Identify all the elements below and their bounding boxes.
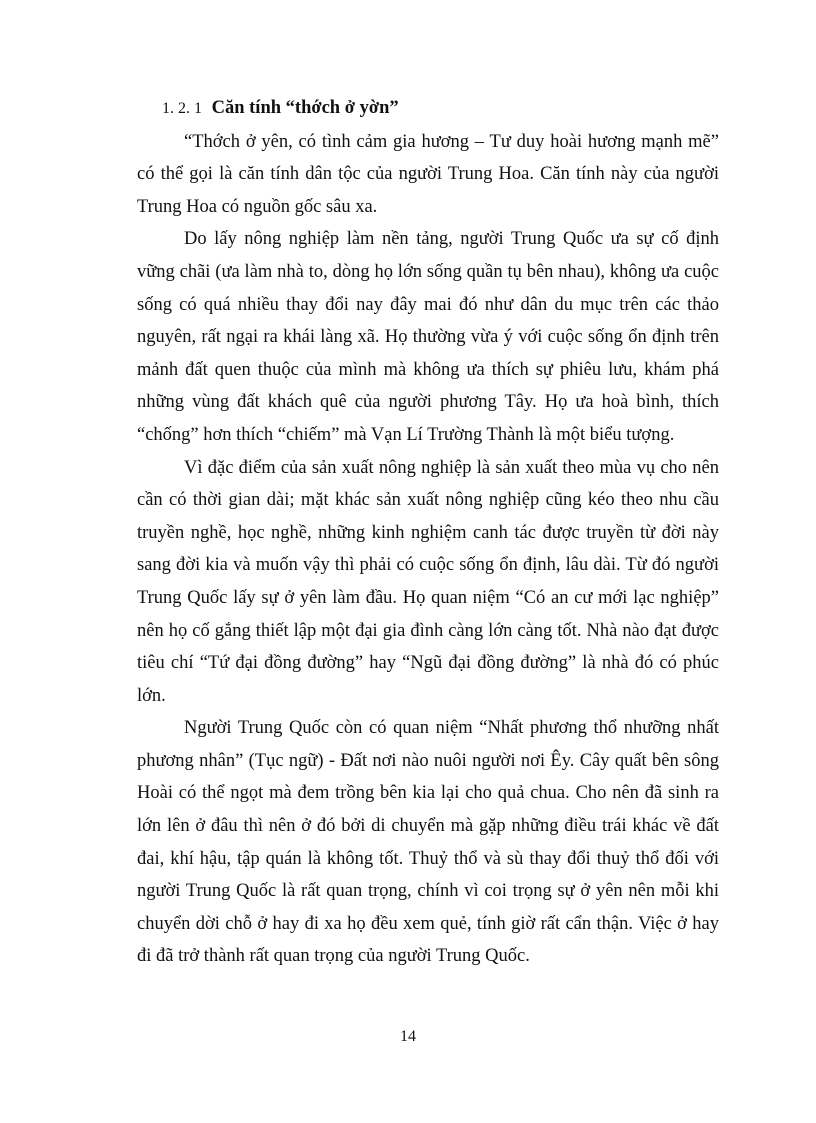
page-number: 14 xyxy=(400,1028,416,1045)
paragraph-2: Do lấy nông nghiệp làm nền tảng, người Trung Quốc ưa sự cố định vững chãi (ưa làm nhà to, dòng họ lớn sống quần tụ bên nhau), không ưa cuộc sống có quá nhiều thay đổi nay đây mai đó như dân du mục trên các thảo nguyên, rất ngại ra khái làng xã. Họ thường vừa ý với cuộc sống ổn định trên mảnh đất quen thuộc của mình mà không ưa thích sự phiêu lưu, khám phá những vùng đất khách quê của người phương Tây. Họ ưa hoà bình, thích “chống” hơn thích “chiếm” mà Vạn Lí Trường Thành là một biểu tượng. xyxy=(137,229,719,445)
page-content xyxy=(137,92,719,973)
paragraph-4: Người Trung Quốc còn có quan niệm “Nhất phương thổ nhưỡng nhất phương nhân” (Tục ngữ) - Đất nơi nào nuôi người nơi Êy. Cây quất bên sông Hoài có thể ngọt mà đem trồng bên kia lại cho quả chua. Cho nên đã sinh ra lớn lên ở đâu thì nên ở đó bởi di chuyển mà gặp những điều trái khác về đất đai, khí hậu, tập quán là không tốt. Thuỷ thổ và sù thay đổi thuỷ thổ đối với người Trung Quốc là rất quan trọng, chính vì coi trọng sự ở yên nên mỗi khi chuyển dời chỗ ở hay đi xa họ đều xem quẻ, tính giờ rất cẩn thận. Việc ở hay đi đã trở thành rất quan trọng của người Trung Quốc. xyxy=(137,718,719,967)
paragraph-3: Vì đặc điểm của sản xuất nông nghiệp là sản xuất theo mùa vụ cho nên cần có thời gian dài; mặt khác sản xuất nông nghiệp cũng kéo theo nhu cầu truyền nghề, học nghề, những kinh nghiệm canh tác được truyền từ đời này sang đời kia và muốn vậy thì phải có cuộc sống ổn định, lâu dài. Từ đó người Trung Quốc lấy sự ở yên làm đầu. Họ quan niệm “Có an cư mới lạc nghiệp” nên họ cố gắng thiết lập một đại gia đình càng lớn càng tốt. Nhà nào đạt được tiêu chí “Tứ đại đồng đường” hay “Ngũ đại đồng đường” là nhà đó có phúc lớn. xyxy=(137,457,719,706)
section-title: Căn tính “thớch ở yờn” xyxy=(211,98,399,118)
paragraph-1: “Thớch ở yên, có tình cảm gia hương – Tư duy hoài hương mạnh mẽ” có thể gọi là căn tính dân tộc của người Trung Hoa. Căn tính này của người Trung Hoa có nguồn gốc sâu xa. xyxy=(137,131,719,217)
section-number: 1. 2. 1 xyxy=(162,100,202,117)
section-heading xyxy=(162,92,719,126)
